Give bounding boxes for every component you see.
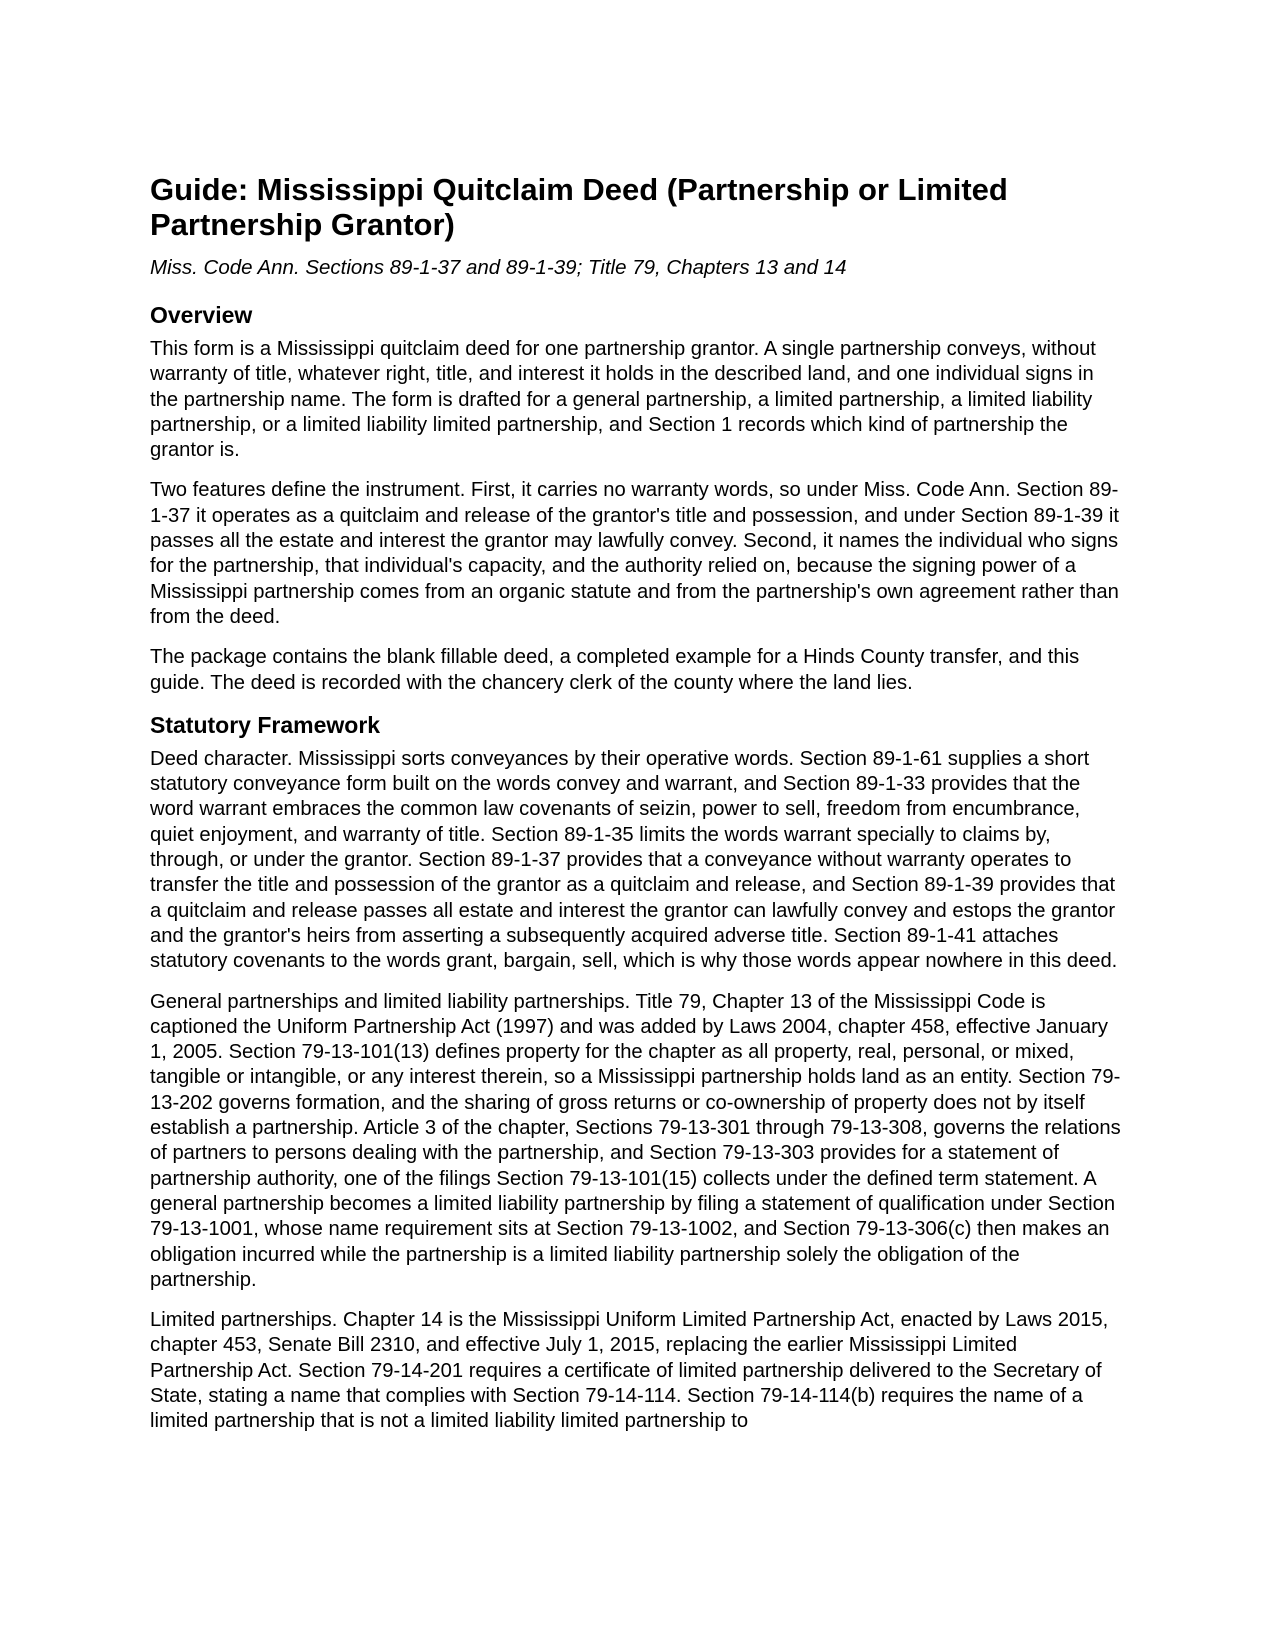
overview-paragraph: This form is a Mississippi quitclaim deed for one partnership grantor. A single partnership conveys, without warranty of title, whatever right, title, and interest it holds in the described land, and one individual signs in the partnership name. The form is drafted for a general partnership, a limited partnership, a limited liability partnership, or a limited liability limited partnership, and Section 1 records which kind of partnership the grantor is.: [150, 338, 1096, 462]
limited-partnerships-paragraph: Limited partnerships. Chapter 14 is the Mississippi Uniform Limited Partnership Act, enacted by Laws 2015, chapter 453, Senate Bill 2310, and effective July 1, 2015, replacing the earlier Mississippi Limited Partnership Act. Section 79-14-201 requires a certificate of limited partnership delivered to the Secretary of State, stating a name that complies with Section 79-14-114. Section 79-14-114(b) requires the name of a limited partnership that is not a limited liability limited partnership to: [150, 1309, 1109, 1433]
statute-citation: Miss. Code Ann. Sections 89-1-37 and 89-1-39; Title 79, Chapters 13 and 14: [150, 256, 847, 279]
statutory-framework-section: [150, 711, 1125, 1435]
overview-paragraph: Two features define the instrument. First, it carries no warranty words, so under Miss. Code Ann. Section 89-1-37 it operates as a quitclaim and release of the grantor's title and possession, and under Section 89-1-39 it passes all the estate and interest the grantor may lawfully convey. Second, it names the individual who signs for the partnership, that individual's capacity, and the authority relied on, because the signing power of a Mississippi partnership comes from an organic statute and from the partnership's own agreement rather than from the deed.: [150, 479, 1119, 628]
deed-character-paragraph: Deed character. Mississippi sorts conveyances by their operative words. Section 89-1-61 supplies a short statutory conveyance form built on the words convey and warrant, and Section 89-1-33 provides that the word warrant embraces the common law covenants of seizin, power to sell, freedom from encumbrance, quiet enjoyment, and warranty of title. Section 89-1-35 limits the words warrant specially to claims by, through, or under the grantor. Section 89-1-37 provides that a conveyance without warranty operates to transfer the title and possession of the grantor as a quitclaim and release, and Section 89-1-39 provides that a quitclaim and release passes all estate and interest the grantor can lawfully convey and estops the grantor and the grantor's heirs from asserting a subsequently acquired adverse title. Section 89-1-41 attaches statutory covenants to the words grant, bargain, sell, which is why those words appear nowhere in this deed.: [150, 747, 1118, 973]
document-page: [150, 172, 1125, 1450]
overview-paragraph: The package contains the blank fillable deed, a completed example for a Hinds County transfer, and this guide. The deed is recorded with the chancery clerk of the county where the land lies.: [150, 646, 1080, 694]
overview-section: [150, 301, 1125, 696]
overview-heading: Overview: [150, 302, 253, 328]
page-title: Guide: Mississippi Quitclaim Deed (Partnership or Limited Partnership Grantor): [150, 172, 1008, 242]
general-partnerships-paragraph: General partnerships and limited liability partnerships. Title 79, Chapter 13 of the Mississippi Code is captioned the Uniform Partnership Act (1997) and was added by Laws 2004, chapter 458, effective January 1, 2005. Section 79-13-101(13) defines property for the chapter as all property, real, personal, or mixed, tangible or intangible, or any interest therein, so a Mississippi partnership holds land as an entity. Section 79-13-202 governs formation, and the sharing of gross returns or co-ownership of property does not by itself establish a partnership. Article 3 of the chapter, Sections 79-13-301 through 79-13-308, governs the relations of partners to persons dealing with the partnership, and Section 79-13-303 provides for a statement of partnership authority, one of the filings Section 79-13-101(15) collects under the defined term statement. A general partnership becomes a limited liability partnership by filing a statement of qualification under Section 79-13-1001, whose name requirement sits at Section 79-13-1002, and Section 79-13-306(c) then makes an obligation incurred while the partnership is a limited liability partnership solely the obligation of the partnership.: [150, 990, 1121, 1291]
statutory-framework-heading: Statutory Framework: [150, 711, 381, 738]
